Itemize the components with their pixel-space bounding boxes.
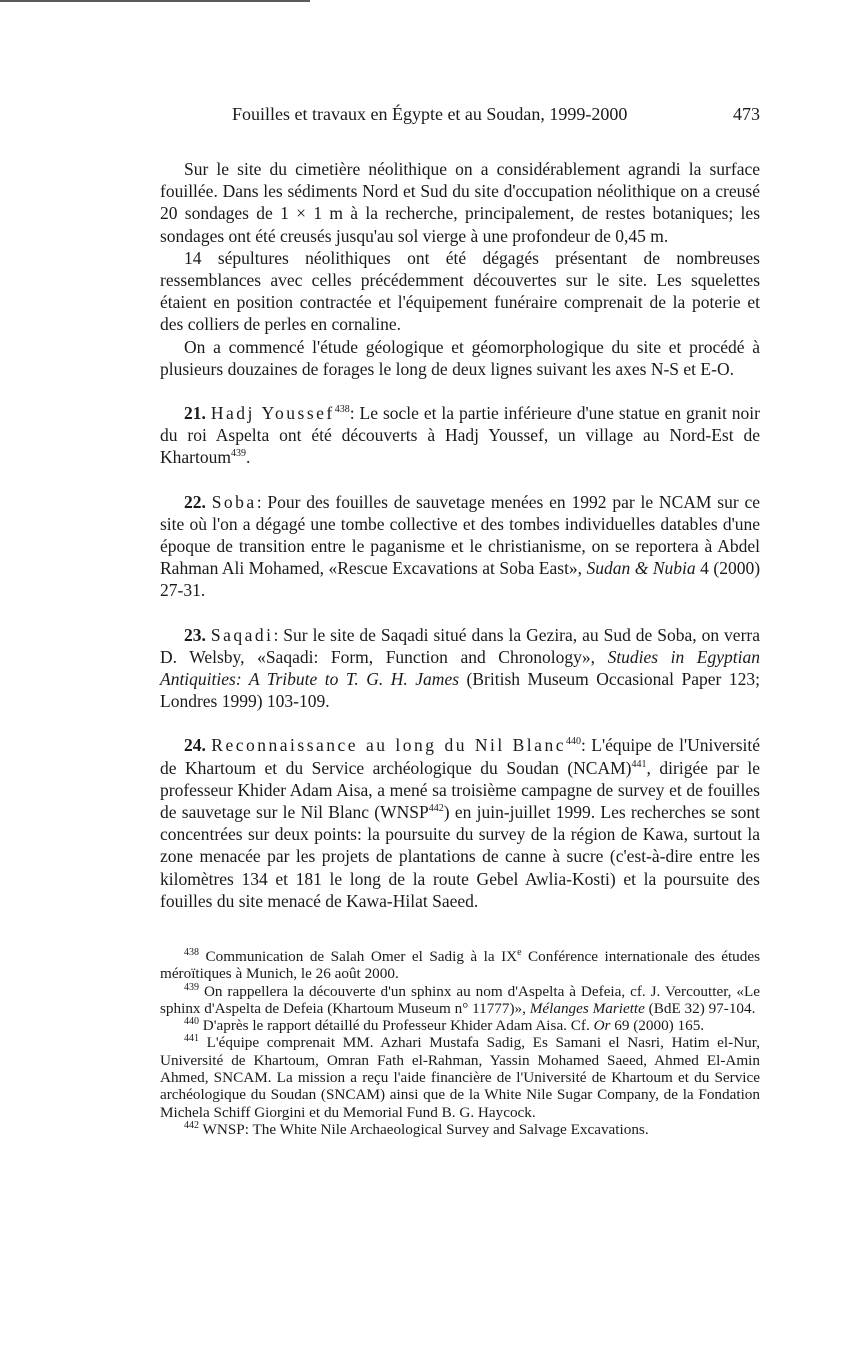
paragraph-cemetery (160, 158, 760, 247)
section-text: : Le socle et la partie inférieure d'une statue en granit noir du roi Aspelta ont été découverts à Hadj Youssef, un village au Nord-Est de Khartoum (160, 403, 760, 468)
footnote-438 (160, 948, 760, 983)
section-heading: Soba (211, 491, 257, 512)
footnote-442 (160, 1121, 760, 1138)
footnote-ref: 440 (565, 736, 581, 748)
section-heading: Hadj Youssef (210, 403, 335, 424)
body-text (160, 158, 760, 912)
footnote-text: (BdE 32) 97-104. (648, 999, 756, 1017)
cited-title: Mélanges Mariette (529, 999, 645, 1017)
footnote-number: 439 (184, 981, 199, 993)
paragraph-text: 14 sépultures néolithiques ont été dégagés présentant de nombreuses ressemblances avec celles précédemment découvertes sur le site. Les squelettes étaient en position contractée et l'équipement funéraire comprenait de la poterie et des colliers de perles en cornaline. (160, 247, 760, 335)
section-21 (160, 402, 760, 469)
section-24 (160, 734, 760, 912)
journal-title: Sudan & Nubia (586, 558, 696, 579)
section-number: 24. (184, 735, 206, 756)
footnote-ref: 442 (428, 803, 444, 815)
section-text-end: (British Museum Occasional Paper 123; Londres 1999) 103-109. (160, 669, 761, 712)
section-text: : L'équipe de l'Université de Khartoum et du Service archéologique du Soudan (NCAM) (160, 735, 761, 778)
paragraph-geology (160, 336, 760, 380)
footnote-439 (160, 983, 760, 1018)
section-number: 21. (184, 403, 206, 424)
footnote-text: WNSP: The White Nile Archaeological Survey and Salvage Excavations. (202, 1120, 649, 1138)
section-number: 22. (184, 491, 206, 512)
footnotes (160, 948, 760, 1138)
footnote-number: 440 (184, 1016, 199, 1028)
footnote-text: 69 (2000) 165. (614, 1017, 705, 1035)
section-23 (160, 624, 760, 713)
top-edge-rule (0, 0, 310, 2)
section-22 (160, 491, 760, 602)
footnote-441 (160, 1034, 760, 1120)
section-text-end: . (245, 447, 251, 468)
footnote-ref: 439 (230, 448, 246, 460)
section-text-end: ) en juin-juillet 1999. Les recherches se sont concentrées sur deux points: la poursuite du survey de la région de Kawa, surtout la zone menacée par les projets de plantations de canne à sucre (c'est-à-dire entre les kilomètres 134 et 181 le long de la route Gebel Awlia-Kosti) et la poursuite des fouilles du site menacé de Kawa-Hilat Saeed. (160, 802, 761, 911)
footnote-number: 442 (184, 1119, 199, 1131)
footnote-ref: 438 (334, 404, 350, 416)
paragraph-burials (160, 247, 760, 336)
section-heading: Reconnaissance au long du Nil Blanc (211, 735, 566, 756)
footnote-text: D'après le rapport détaillé du Professeur Khider Adam Aisa. Cf. (202, 1017, 590, 1035)
footnote-440 (160, 1017, 760, 1034)
footnote-text: Conférence internationale des études méroïtiques à Munich, le 26 août 2000. (160, 948, 760, 983)
cited-title: Or (593, 1017, 611, 1035)
paragraph-text: Sur le site du cimetière néolithique on a considérablement agrandi la surface fouillée. Dans les sédiments Nord et Sud du site d'occupation néolithique on a creusé 20 sondages de 1 × 1 m à la recherche, principalement, de restes botaniques; les sondages ont été creusés jusqu'au sol vierge à une profondeur de 0,45 m. (160, 159, 760, 246)
footnote-number: 438 (184, 946, 199, 958)
superscript: e (517, 946, 522, 958)
running-title: Fouilles et travaux en Égypte et au Soudan, 1999-2000 (232, 104, 628, 124)
running-head (160, 104, 760, 130)
footnote-ref: 441 (631, 758, 647, 770)
section-text: , dirigée par le professeur Khider Adam Aisa, a mené sa troisième campagne de survey et de fouilles de sauvetage sur le Nil Blanc (WNSP (160, 757, 760, 823)
section-text: : Sur le site de Saqadi situé dans la Gezira, au Sud de Soba, on verra D. Welsby, «Saqadi: Form, Function and Chronology», (160, 624, 760, 667)
page-number: 473 (733, 104, 760, 124)
section-text: : Pour des fouilles de sauvetage menées en 1992 par le NCAM sur ce site où l'on a dégagé une tombe collective et des tombes individuelles datables d'une époque de transition entre le paganisme et le christianisme, on se reportera à Abdel Rahman Ali Mohamed, «Rescue Excavations at Soba East», (160, 491, 761, 579)
section-number: 23. (184, 624, 206, 645)
section-text-end: 4 (2000) 27-31. (160, 558, 761, 601)
paragraph-text: On a commencé l'étude géologique et géomorphologique du site et procédé à plusieurs douzaines de forages le long de deux lignes suivant les axes N-S et E-O. (160, 336, 760, 379)
footnote-number: 441 (184, 1033, 199, 1045)
footnote-text: On rappellera la découverte d'un sphinx au nom d'Aspelta à Defeia, cf. J. Vercoutter, «Le sphinx d'Aspelta de Defeia (Khartoum Museum n° 11777)», (160, 982, 760, 1017)
section-heading: Saqadi (210, 624, 274, 645)
footnote-text: Communication de Salah Omer el Sadig à la IX (205, 948, 518, 965)
footnote-text: L'équipe comprenait MM. Azhari Mustafa Sadig, Es Samani el Nasri, Hatim el-Nur, Université de Khartoum, Omran Fath el-Rahman, Yassin Mohamed Saeed, Ahmed El-Amin Ahmed, SNCAM. La mission a reçu l'aide financière de l'Université de Khartoum et du Service archéologique du Soudan (SNCAM) ainsi que de la White Nile Sugar Company, de la Fondation Michela Schiff Giorgini et du Memorial Fund B. G. Haycock. (160, 1034, 760, 1121)
book-title: Studies in Egyptian Antiquities: A Tribute to T. G. H. James (160, 646, 760, 690)
